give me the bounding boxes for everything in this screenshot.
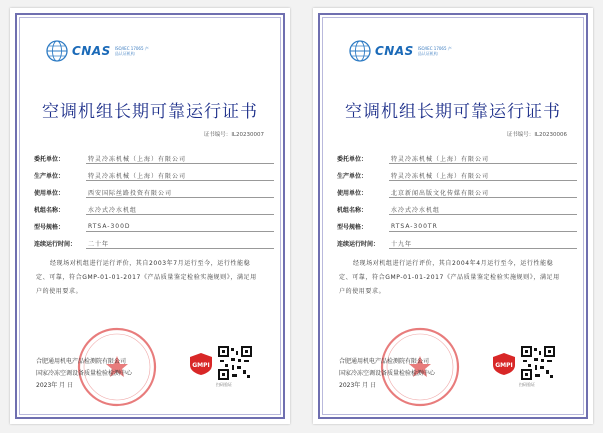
field-value: 水冷式冷水机组 — [391, 206, 441, 214]
field-value: 二十年 — [88, 240, 110, 248]
issue-date: 2023年 月 日 — [339, 382, 377, 389]
field-underline — [86, 180, 274, 181]
field-underline — [389, 197, 577, 198]
issuer-name: 合肥通用机电产品检测院有限公司 — [339, 358, 430, 365]
gmpi-logo-icon — [188, 352, 214, 376]
field-model — [337, 220, 577, 232]
field-value: RTSA-300TR — [391, 222, 438, 230]
field-label: 生产单位： — [34, 172, 65, 180]
field-label: 委托单位： — [337, 155, 368, 163]
field-underline — [86, 214, 274, 215]
field-user — [34, 186, 274, 198]
certificate-number — [204, 130, 264, 138]
field-label: 机组名称： — [337, 206, 368, 214]
field-client — [337, 152, 577, 164]
field-value: 特灵冷冻机械（上海）有限公司 — [391, 155, 490, 163]
certificate-number-value: IL20230006 — [534, 132, 567, 138]
field-value: RTSA-300D — [88, 222, 131, 230]
field-underline — [389, 180, 577, 181]
field-label: 委托单位： — [34, 155, 65, 163]
field-label: 生产单位： — [337, 172, 368, 180]
globe-logo-icon — [46, 40, 68, 62]
certificate-body: 经现场对机组进行运行评价，其自2004年4月运行至今，运行性能稳定、可靠，符合GMP-01-01-2017《产品质量鉴定检验实施规则》，满足用户的使用要求。 — [339, 260, 560, 295]
certificate-number-value: IL20230007 — [231, 132, 264, 138]
field-underline — [389, 248, 577, 249]
field-unit-name — [337, 203, 577, 215]
field-manufacturer — [34, 169, 274, 181]
certificate-title: 空调机组长期可靠运行证书 — [345, 102, 561, 122]
cnas-logo: CNAS — [72, 44, 111, 58]
qr-code-icon — [521, 346, 555, 380]
issuer-center: 国家冷冻空调设备质量检验检测中心 — [339, 370, 436, 377]
field-value: 十九年 — [391, 240, 413, 248]
field-runtime — [337, 237, 577, 249]
field-value: 特灵冷冻机械（上海）有限公司 — [88, 172, 187, 180]
field-value: 水冷式冷水机组 — [88, 206, 138, 214]
issuer-block — [339, 356, 435, 392]
qr-caption: 扫码验证 — [519, 382, 535, 387]
issuer-center: 国家冷冻空调设备质量检验检测中心 — [36, 370, 133, 377]
gmpi-logo-icon — [491, 352, 517, 376]
field-label: 型号规格： — [34, 223, 65, 231]
field-value: 北京新闻出版文化传媒有限公司 — [391, 189, 490, 197]
field-underline — [86, 248, 274, 249]
cnas-logo: CNAS — [375, 44, 414, 58]
certificate-body: 经现场对机组进行运行评价，其自2003年7月运行至今，运行性能稳定、可靠，符合GMP-01-01-2017《产品质量鉴定检验实施规则》，满足用户的使用要求。 — [36, 260, 257, 295]
field-label: 机组名称： — [34, 206, 65, 214]
field-underline — [389, 214, 577, 215]
field-value: 西安国际丝路投资有限公司 — [88, 189, 173, 197]
field-value: 特灵冷冻机械（上海）有限公司 — [391, 172, 490, 180]
certificate-number-label: 证书编号： — [203, 132, 232, 138]
logo-row — [46, 36, 151, 66]
field-client — [34, 152, 274, 164]
certificate-number-label: 证书编号： — [506, 132, 535, 138]
field-underline — [389, 163, 577, 164]
field-label: 使用单位： — [34, 189, 65, 197]
logo-subtitle: ISO/IEC 17065 产品认证机构 — [114, 46, 149, 56]
field-underline — [86, 197, 274, 198]
field-user — [337, 186, 577, 198]
certificate-title: 空调机组长期可靠运行证书 — [42, 102, 258, 122]
svg-text:GMPI: GMPI — [495, 362, 513, 369]
certificate-number — [507, 130, 567, 138]
globe-logo-icon — [349, 40, 371, 62]
field-manufacturer — [337, 169, 577, 181]
field-unit-name — [34, 203, 274, 215]
issuer-name: 合肥通用机电产品检测院有限公司 — [36, 358, 127, 365]
certificate-fields — [337, 152, 577, 254]
field-underline — [86, 163, 274, 164]
field-underline — [86, 231, 274, 232]
field-label: 连续运行时间： — [34, 240, 77, 248]
issue-date: 2023年 月 日 — [36, 382, 74, 389]
field-model — [34, 220, 274, 232]
certificate-right — [313, 8, 593, 424]
certificate-left — [10, 8, 290, 424]
logo-subtitle: ISO/IEC 17065 产品认证机构 — [417, 46, 452, 56]
field-underline — [389, 231, 577, 232]
field-label: 使用单位： — [337, 189, 368, 197]
qr-code-icon — [218, 346, 252, 380]
issuer-block — [36, 356, 132, 392]
field-value: 特灵冷冻机械（上海）有限公司 — [88, 155, 187, 163]
field-label: 连续运行时间： — [337, 240, 380, 248]
field-label: 型号规格： — [337, 223, 368, 231]
svg-text:GMPI: GMPI — [192, 362, 210, 369]
logo-row — [349, 36, 454, 66]
field-runtime — [34, 237, 274, 249]
qr-caption: 扫码验证 — [216, 382, 232, 387]
certificate-fields — [34, 152, 274, 254]
